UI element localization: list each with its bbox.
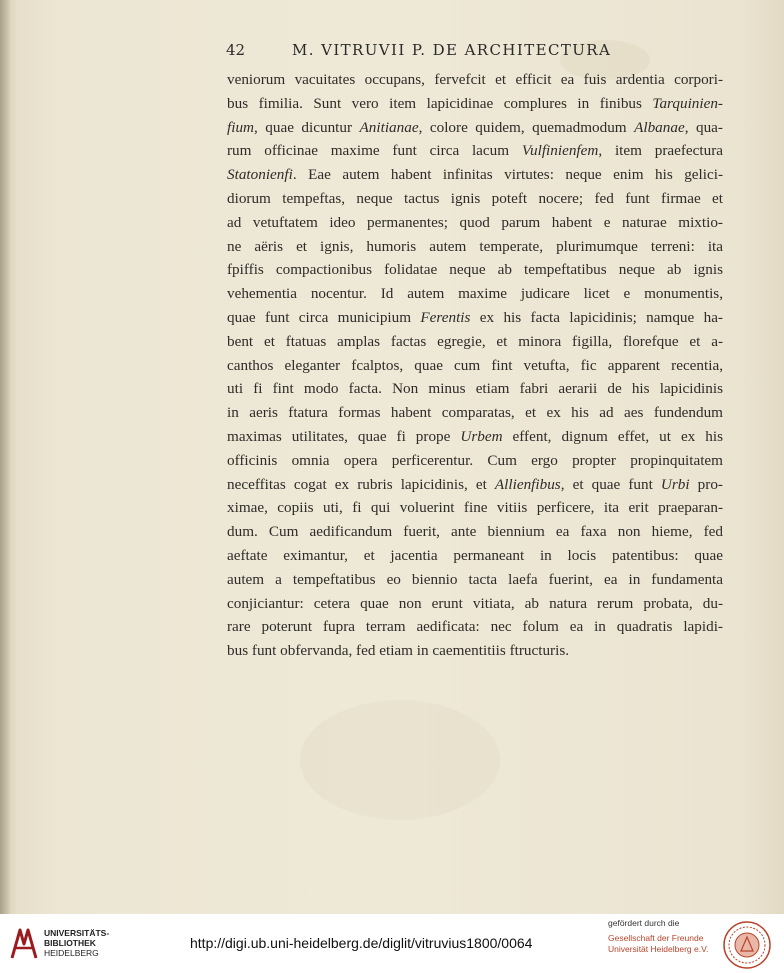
text-line <box>227 401 723 425</box>
sponsor-credit <box>590 918 720 955</box>
page-header <box>0 41 784 65</box>
text-line <box>227 235 723 259</box>
sponsor-intro: gefördert durch die <box>608 918 680 928</box>
text-span: rum officinae maxime funt circa lacum <box>227 142 522 160</box>
text-line <box>227 449 723 473</box>
italic-text: Albanae <box>634 118 685 136</box>
text-span: officinis omnia opera perficerentur. Cum ergo propter propinquitatem <box>227 451 723 469</box>
text-line <box>227 639 723 663</box>
text-line <box>227 520 723 544</box>
text-line <box>227 282 723 306</box>
text-span: effent, dignum effet, ut ex his <box>502 427 723 445</box>
library-name <box>44 928 109 958</box>
text-line <box>227 496 723 520</box>
text-line <box>227 187 723 211</box>
italic-text: Urbem <box>460 427 503 445</box>
text-span: ex his facta lapicidinis; namque ha- <box>470 308 723 326</box>
library-name-line3: HEIDELBERG <box>44 948 99 958</box>
page-number: 42 <box>226 41 246 59</box>
text-line <box>227 425 723 449</box>
text-span: dum. Cum aedificandum fuerit, ante biennium ea faxa non hieme, fed <box>227 523 723 541</box>
text-line <box>227 354 723 378</box>
text-span: ad vetuftatem ideo permanentes; quod parum habent e naturae mixtio- <box>227 213 723 231</box>
library-name-line1: UNIVERSITÄTS- <box>44 928 110 938</box>
text-line <box>227 258 723 282</box>
italic-text: Tarquinien- <box>652 94 723 112</box>
text-line <box>227 163 723 187</box>
text-span: bus funt obfervanda, fed etiam in caementitiis ftructuris. <box>227 642 570 660</box>
text-span: , quae dicuntur <box>254 118 360 136</box>
text-span: fpiffis compactionibus folidatae neque ab tempeftatibus neque ab ignis <box>227 261 723 279</box>
text-line <box>227 139 723 163</box>
text-line <box>227 568 723 592</box>
italic-text: Vulfinienfem <box>521 142 599 160</box>
text-span: vehementia nocentur. Id autem maxime judicare licet e monumentis, <box>227 285 723 303</box>
text-line <box>227 116 723 140</box>
text-span: , item praefectura <box>598 142 724 160</box>
italic-text: Urbi <box>660 475 690 493</box>
text-span: bent et ftatuas amplas factas egregie, et minora figilla, florefque et a- <box>227 332 723 350</box>
text-span: ximae, copiis uti, fi qui voluerint fine vitiis perficere, ita erit praeparan- <box>227 499 723 517</box>
text-span: conjiciantur: cetera quae non erunt vitiata, ab natura rerum probata, du- <box>227 594 723 612</box>
text-span: maximas utilitates, quae fi prope <box>227 427 461 445</box>
text-span: canthos eleganter fcalptos, quae cum fint vetufta, fic apparent recentia, <box>227 356 723 374</box>
text-line <box>227 615 723 639</box>
text-line <box>227 211 723 235</box>
text-span: bus fimilia. Sunt vero item lapicidinae complures in finibus <box>227 94 653 112</box>
ub-heidelberg-logo-icon <box>8 924 40 964</box>
text-span: quae funt circa municipium <box>227 308 421 326</box>
sponsor-name-line2: Universität Heidelberg e.V. <box>608 944 709 954</box>
text-span: , et quae funt <box>560 475 661 493</box>
text-span: diorum tempeftas, neque tactus ignis poteft nocere; fed funt firmae et <box>227 189 723 207</box>
permalink-url[interactable]: http://digi.ub.uni-heidelberg.de/diglit/vitruvius1800/0064 <box>190 935 533 951</box>
text-span: ne aëris et ignis, humoris autem temperate, plurimumque terreni: ita <box>227 237 723 255</box>
text-span: , qua- <box>684 118 723 136</box>
text-span: in aeris ftatura formas habent comparatas, et ex his ad aes fundendum <box>227 404 723 422</box>
text-line <box>227 330 723 354</box>
page-gutter-shadow <box>0 0 10 914</box>
digitization-footer <box>0 914 784 973</box>
italic-text: fium <box>227 118 255 136</box>
text-span: uti fi fint modo facta. Non minus etiam fabri aerarii de his lapicidinis <box>227 380 723 398</box>
sponsor-name-line1: Gesellschaft der Freunde <box>608 933 704 943</box>
italic-text: Statonienfi <box>227 166 293 184</box>
text-line <box>227 306 723 330</box>
text-line <box>227 377 723 401</box>
text-line <box>227 473 723 497</box>
italic-text: Allienfibus <box>494 475 561 493</box>
text-span: pro- <box>689 475 723 493</box>
text-span: veniorum vacuitates occupans, fervefcit et efficit ea fuis ardentia corpori- <box>227 71 723 88</box>
library-name-line2: BIBLIOTHEK <box>44 938 96 948</box>
text-span: aeftate eximantur, et jacentia permaneant in locis patentibus: quae <box>227 546 723 564</box>
text-span: neceffitas cogat ex rubris lapicidinis, et <box>227 475 495 493</box>
text-span: autem a tempeftatibus eo biennio tacta laefa fuerint, ea in fundamenta <box>227 570 723 588</box>
body-text <box>227 68 723 663</box>
text-line <box>227 592 723 616</box>
text-line <box>227 68 723 92</box>
running-title: M. VITRUVII P. DE ARCHITECTURA <box>292 41 612 59</box>
text-span: , colore quidem, quemadmodum <box>418 118 635 136</box>
text-line <box>227 92 723 116</box>
university-seal-icon <box>722 920 772 970</box>
text-line <box>227 544 723 568</box>
text-span: rare poterunt fupra terram aedificata: nec folum ea in quadratis lapidi- <box>227 618 723 636</box>
text-span: . Eae autem habent infinitas virtutes: neque enim his gelici- <box>292 166 723 184</box>
paper-stain <box>300 700 500 820</box>
italic-text: Anitianae <box>359 118 419 136</box>
italic-text: Ferentis <box>420 308 471 326</box>
